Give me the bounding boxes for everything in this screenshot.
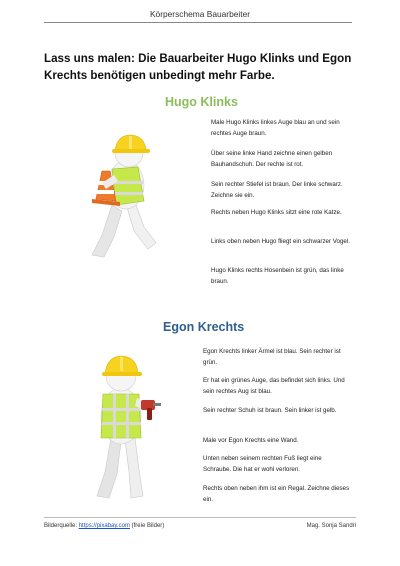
hugo-instruction: Hugo Klinks rechts Hosenbein ist grün, das linke braun.: [211, 267, 344, 285]
egon-worker-figure-icon: [79, 346, 163, 502]
author-credit: Mag. Sonja Sandri: [306, 523, 356, 529]
source-link[interactable]: https://pixabay.com: [78, 523, 130, 529]
egon-instruction: Male vor Egon Krechts eine Wand.: [203, 437, 299, 444]
egon-instruction: Er hat ein grünes Auge, das befindet sich links. Und sein rechtes Aug ist blau.: [203, 377, 345, 395]
image-source-credit: [44, 523, 164, 529]
source-label: Bilderquelle:: [44, 523, 79, 529]
egon-instruction: Rechts oben neben ihm ist ein Regal. Zeichne dieses ein.: [203, 485, 350, 503]
header-divider: [44, 22, 352, 23]
egon-section-title: Egon Krechts: [163, 320, 245, 334]
hugo-section-title: Hugo Klinks: [165, 95, 238, 109]
main-heading: Lass uns malen: Die Bauarbeiter Hugo Klinks und Egon Krechts benötigen unbedingt mehr Farbe.: [44, 52, 352, 82]
hugo-instruction: Rechts neben Hugo Klinks sitzt eine rote Katze.: [211, 209, 342, 216]
page-header-title: Körperschema Bauarbeiter: [149, 9, 251, 19]
egon-instruction: Unten neben seinem rechten Fuß liegt eine Schraube. Die hat er wohl verloren.: [203, 455, 322, 473]
hugo-worker-figure-icon: [72, 127, 166, 262]
egon-instruction: Sein rechter Schuh ist braun. Sein linker ist gelb.: [203, 407, 337, 414]
hugo-instruction: Links oben neben Hugo fliegt ein schwarzer Vogel.: [211, 238, 350, 245]
egon-instruction: Egon Krechts linker Ärmel ist blau. Sein rechter ist grün.: [203, 348, 341, 366]
footer-divider: [44, 517, 356, 518]
hugo-instruction: Sein rechter Stiefel ist braun. Der linke schwarz. Zeichne sie ein.: [211, 181, 343, 199]
hugo-instruction: Male Hugo Klinks linkes Auge blau an und sein rechtes Auge braun.: [211, 119, 340, 137]
hugo-instruction: Über seine linke Hand zeichne einen gelben Bauhandschuh. Der rechte ist rot.: [211, 150, 333, 168]
source-suffix: (freie Bilder): [129, 523, 165, 529]
